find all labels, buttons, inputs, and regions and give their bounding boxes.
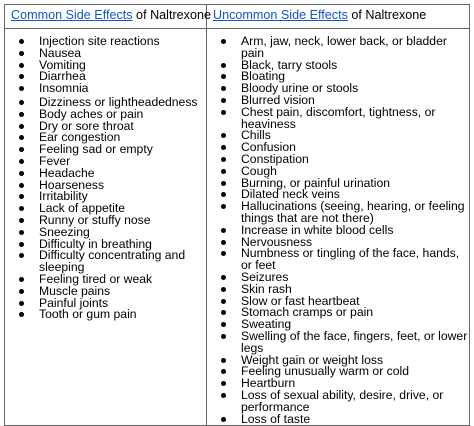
list-item-text: Fever: [39, 153, 71, 168]
bullet-icon: [19, 242, 24, 247]
common-side-effects-link[interactable]: Common Side Effects: [11, 8, 133, 22]
bullet-icon: [19, 277, 24, 282]
list-item: [5, 45, 206, 60]
bullet-icon: [19, 206, 24, 211]
bullet-icon: [19, 171, 24, 176]
list-item: [207, 36, 469, 60]
list-item: [5, 177, 206, 192]
common-header-suffix: of Naltrexone: [132, 8, 211, 22]
common-header: [5, 5, 211, 29]
list-item-text: Difficulty in breathing: [39, 236, 152, 251]
list-item-text: Cough: [241, 163, 277, 178]
bullet-icon: [221, 381, 226, 386]
bullet-icon: [221, 204, 226, 209]
bullet-icon: [221, 157, 226, 162]
bullet-icon: [221, 287, 226, 292]
list-item-text: Tooth or gum pain: [39, 307, 137, 322]
list-item-text: Burning, or painful urination: [241, 175, 391, 190]
bullet-icon: [221, 86, 226, 91]
list-item-text: Lack of appetite: [39, 201, 126, 216]
list-item: [5, 83, 206, 95]
list-item-text: Loss of sexual ability, desire, drive, or performance: [241, 387, 444, 414]
list-item-text: Muscle pains: [39, 283, 111, 298]
list-item-text: Feeling unusually warm or cold: [241, 364, 409, 379]
bullet-icon: [221, 299, 226, 304]
list-item: [5, 212, 206, 227]
bullet-icon: [19, 301, 24, 306]
list-item-text: Confusion: [241, 140, 296, 155]
bullet-icon: [221, 39, 226, 44]
list-item-text: Injection site reactions: [39, 34, 160, 48]
list-item-text: Swelling of the face, fingers, feet, or lower legs: [241, 328, 468, 355]
list-item-text: Numbness or tingling of the face, hands, or feet: [241, 246, 460, 273]
list-item-text: Nausea: [39, 45, 82, 60]
list-item: [5, 36, 206, 48]
bullet-icon: [221, 98, 226, 103]
bullet-icon: [221, 310, 226, 315]
header-row: [5, 5, 470, 29]
bullet-icon: [221, 417, 226, 422]
list-item-text: Body aches or pain: [39, 106, 144, 121]
list-item-text: Seizures: [241, 269, 289, 284]
list-item-text: Nervousness: [241, 234, 313, 249]
bullet-icon: [19, 39, 24, 44]
bullet-icon: [19, 159, 24, 164]
list-item-text: Painful joints: [39, 295, 109, 310]
bullet-icon: [221, 228, 226, 233]
side-effects-table: [4, 4, 470, 426]
common-side-effects-list: [5, 36, 206, 321]
uncommon-header: [207, 5, 470, 29]
bullet-icon: [19, 183, 24, 188]
bullet-icon: [19, 289, 24, 294]
bullet-icon: [19, 253, 24, 258]
list-item-text: Black, tarry stools: [241, 57, 338, 72]
bullet-icon: [221, 393, 226, 398]
bullet-icon: [19, 112, 24, 117]
body-row: [5, 29, 470, 426]
bullet-icon: [221, 240, 226, 245]
list-item: [5, 250, 206, 274]
common-cell: [5, 29, 207, 426]
list-item-text: Runny or stuffy nose: [39, 212, 151, 227]
bullet-icon: [221, 110, 226, 115]
list-item: [5, 153, 206, 168]
list-item-text: Dilated neck veins: [241, 187, 340, 202]
list-item-text: Arm, jaw, neck, lower back, or bladder pain: [241, 34, 447, 60]
list-item-text: Skin rash: [241, 281, 292, 296]
bullet-icon: [221, 145, 226, 150]
bullet-icon: [19, 74, 24, 79]
uncommon-side-effects-list: [207, 36, 469, 425]
bullet-icon: [221, 133, 226, 138]
list-item-text: Constipation: [241, 151, 309, 166]
list-item-text: Sweating: [241, 317, 292, 332]
list-item-text: Blurred vision: [241, 92, 315, 107]
list-item-text: Ear congestion: [39, 130, 121, 145]
list-item-text: Chills: [241, 128, 271, 143]
list-item-text: Feeling sad or empty: [39, 142, 153, 157]
bullet-icon: [19, 86, 24, 91]
list-item-text: Diarrhea: [39, 69, 86, 84]
list-item: [207, 411, 469, 426]
list-item-text: Stomach cramps or pain: [241, 305, 374, 320]
list-item: [5, 309, 206, 321]
list-item-text: Weight gain or weight loss: [241, 352, 384, 367]
bullet-icon: [221, 334, 226, 339]
bullet-icon: [19, 230, 24, 235]
bullet-icon: [221, 275, 226, 280]
list-item-text: Feeling tired or weak: [39, 271, 153, 286]
bullet-icon: [221, 369, 226, 374]
uncommon-cell: [207, 29, 470, 426]
list-item-text: Headache: [39, 165, 95, 180]
list-item-text: Sneezing: [39, 224, 90, 239]
bullet-icon: [221, 63, 226, 68]
bullet-icon: [19, 124, 24, 129]
bullet-icon: [221, 169, 226, 174]
list-item-text: Dry or sore throat: [39, 118, 134, 133]
list-item: [207, 104, 469, 131]
list-item-text: Hoarseness: [39, 177, 105, 192]
bullet-icon: [221, 358, 226, 363]
bullet-icon: [19, 218, 24, 223]
list-item-text: Increase in white blood cells: [241, 222, 394, 237]
bullet-icon: [19, 312, 24, 317]
list-item-text: Chest pain, discomfort, tightness, or heaviness: [241, 104, 436, 131]
bullet-icon: [19, 194, 24, 199]
list-item: [5, 165, 206, 180]
list-item-text: Bloody urine or stools: [241, 81, 359, 96]
list-item: [5, 71, 206, 83]
bullet-icon: [221, 74, 226, 79]
list-item-text: Difficulty concentrating and sleeping: [39, 248, 186, 275]
list-item: [5, 144, 206, 156]
bullet-icon: [19, 51, 24, 56]
bullet-icon: [221, 192, 226, 197]
list-item-text: Heartburn: [241, 376, 296, 391]
list-item-text: Insomnia: [39, 81, 89, 96]
uncommon-header-suffix: of Naltrexone: [347, 8, 427, 22]
list-item-text: Irritability: [39, 189, 88, 204]
bullet-icon: [19, 100, 24, 105]
list-item-text: Dizziness or lightheadedness: [39, 94, 198, 109]
list-item: [5, 57, 206, 72]
list-item-text: Slow or fast heartbeat: [241, 293, 360, 308]
uncommon-side-effects-link[interactable]: Uncommon Side Effects: [213, 8, 348, 22]
list-item-text: Loss of taste: [241, 411, 311, 426]
list-item-text: Hallucinations (seeing, hearing, or feeling things that are not there): [241, 199, 465, 225]
list-item-text: Bloating: [241, 69, 286, 84]
list-item: [207, 201, 469, 225]
list-item-text: Vomiting: [39, 57, 86, 72]
list-item: [207, 248, 469, 272]
bullet-icon: [221, 181, 226, 186]
bullet-icon: [19, 135, 24, 140]
bullet-icon: [19, 63, 24, 68]
bullet-icon: [221, 251, 226, 256]
list-item: [207, 328, 469, 355]
bullet-icon: [19, 147, 24, 152]
bullet-icon: [221, 322, 226, 327]
